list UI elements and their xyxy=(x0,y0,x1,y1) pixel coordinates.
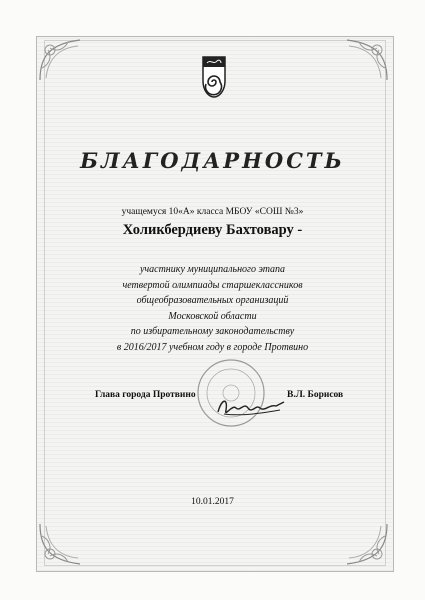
signatory-title: Глава города Протвино xyxy=(95,390,196,400)
handwritten-signature xyxy=(214,394,288,420)
ornament-corner-icon xyxy=(38,38,82,82)
ornament-corner-icon xyxy=(38,522,82,566)
recipient-name: Холикбердиеву Бахтовару - xyxy=(122,222,303,238)
issue-date: 10.01.2017 xyxy=(191,497,234,507)
signatory-name: В.Л. Борисов xyxy=(287,390,344,400)
description-line: четвертой олимпиады старшеклассников xyxy=(122,279,303,291)
description-line: в 2016/2017 учебном году в городе Протвино xyxy=(116,341,309,353)
ornament-corner-icon xyxy=(345,522,389,566)
class-line: учащемуся 10«А» класса МБОУ «СОШ №3» xyxy=(121,207,304,217)
certificate-heading: БЛАГОДАРНОСТЬ xyxy=(80,148,345,173)
description-line: участнику муниципального этапа xyxy=(139,264,286,275)
description-line: общеобразовательных организаций xyxy=(136,295,289,307)
award-description xyxy=(60,262,365,356)
ornament-corner-icon xyxy=(345,38,389,82)
description-line: Московской области xyxy=(168,310,257,322)
description-line: по избирательному законодательству xyxy=(130,326,295,338)
spiral-emblem-icon xyxy=(199,55,229,99)
